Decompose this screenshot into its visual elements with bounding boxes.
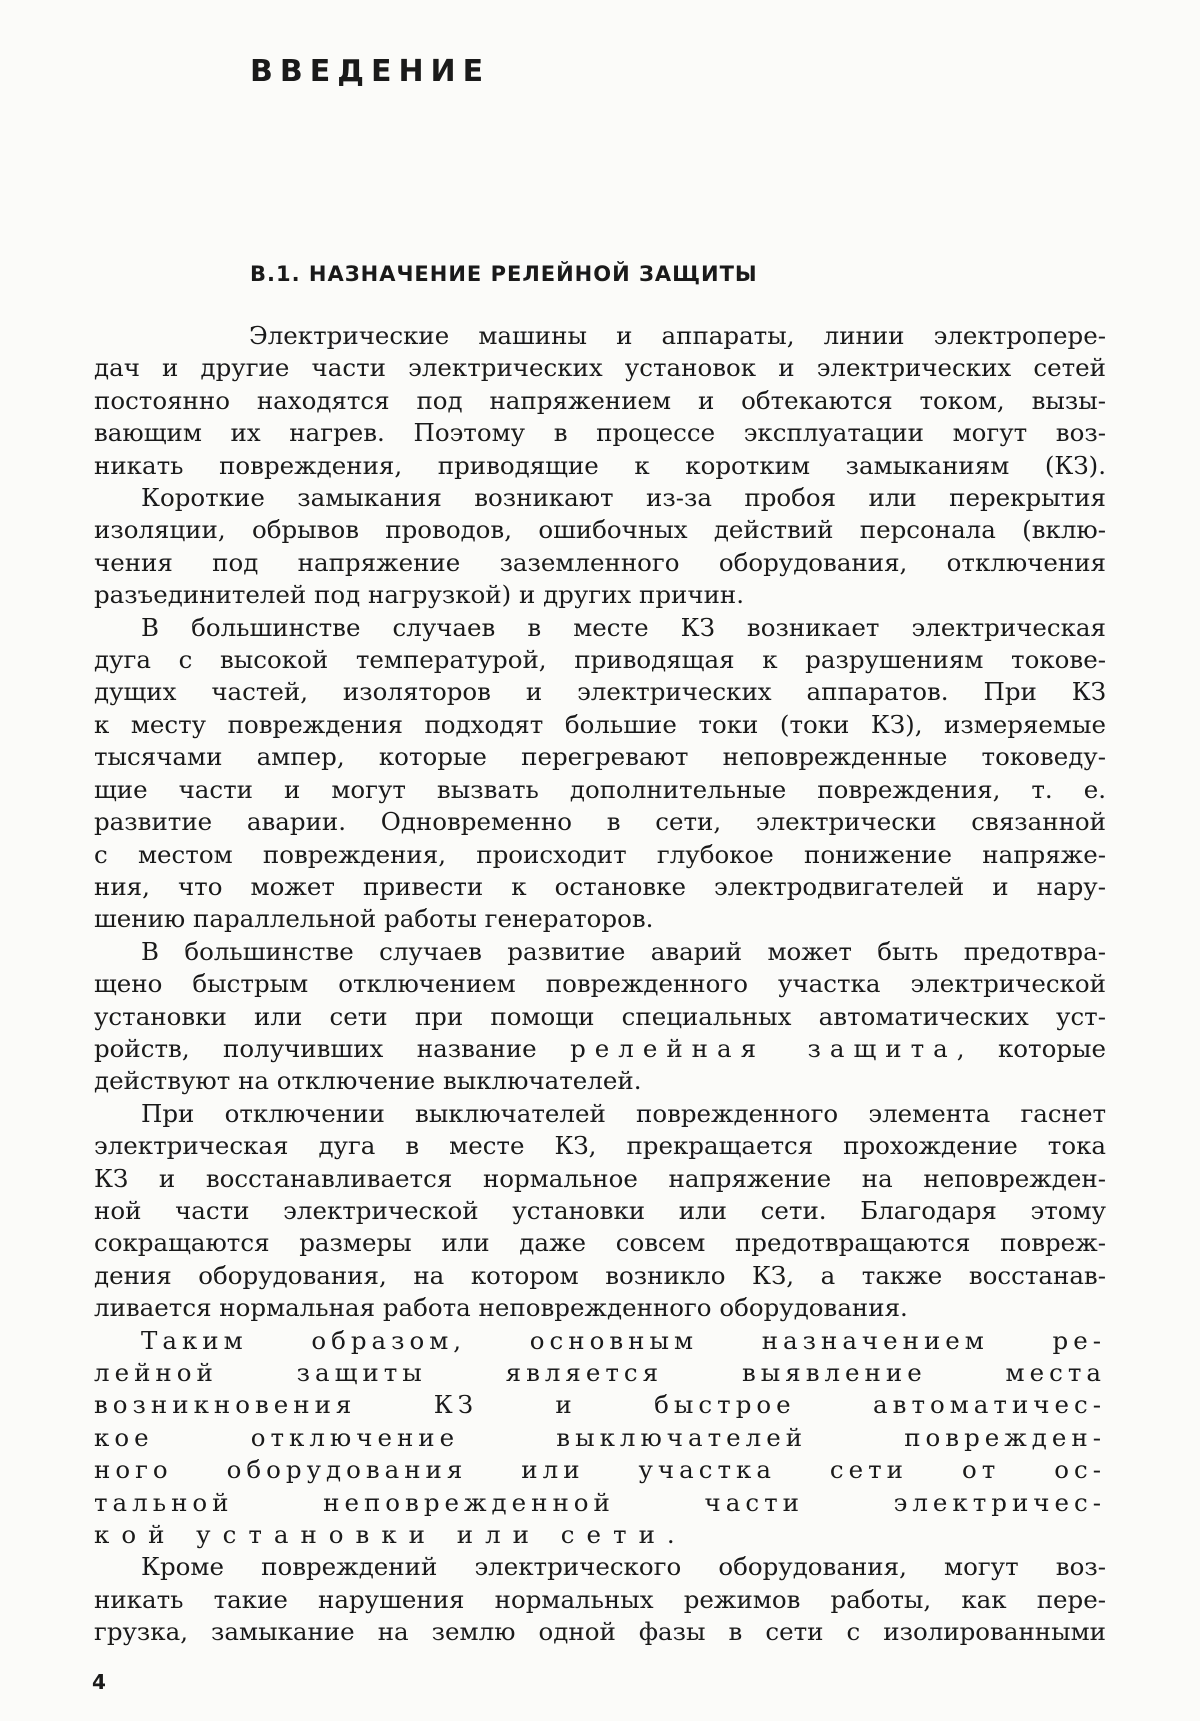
text-line: ливается нормальная работа неповрежденного оборудования. xyxy=(94,1293,908,1323)
chapter-title: ВВЕДЕНИЕ xyxy=(250,54,491,89)
section-title: В.1. НАЗНАЧЕНИЕ РЕЛЕЙНОЙ ЗАЩИТЫ xyxy=(250,262,758,286)
spaced-text-line: кой установки или сети. xyxy=(94,1520,687,1550)
text-line: Кроме повреждений электрического оборудования, могут воз- xyxy=(141,1552,1106,1582)
text-line: разъединителей под нагрузкой) и других причин. xyxy=(94,580,745,610)
text-line: щено быстрым отключением поврежденного участка электрической xyxy=(94,969,1106,999)
text-line: При отключении выключателей поврежденного элемента гаснет xyxy=(141,1098,1106,1128)
text-line: вающим их нагрев. Поэтому в процессе эксплуатации могут воз- xyxy=(94,418,1106,448)
text-line: дения оборудования, на котором возникло КЗ, а также восстанав- xyxy=(94,1260,1106,1290)
text-fragment: , которые xyxy=(956,1033,1106,1063)
text-line: дуга с высокой температурой, приводящая к разрушениям токове- xyxy=(94,645,1106,675)
text-line: ния, что может привести к остановке электродвигателей и нару- xyxy=(94,871,1106,901)
text-line: тысячами ампер, которые перегревают неповрежденные токоведу- xyxy=(94,742,1106,772)
text-line: КЗ и восстанавливается нормальное напряжение на неповрежден- xyxy=(94,1163,1106,1193)
body-text xyxy=(94,320,1106,1649)
spaced-text-line: Таким образом, основным назначением ре- xyxy=(141,1325,1106,1355)
text-line: Короткие замыкания возникают из-за пробоя или перекрытия xyxy=(141,483,1106,513)
text-line: установки или сети при помощи специальных автоматических уст- xyxy=(94,1001,1106,1031)
text-line: В большинстве случаев развитие аварий может быть предотвра- xyxy=(141,936,1106,966)
text-line: развитие аварии. Одновременно в сети, электрически связанной xyxy=(94,807,1106,837)
text-line: изоляции, обрывов проводов, ошибочных действий персонала (вклю- xyxy=(94,515,1106,545)
text-line: шению параллельной работы генераторов. xyxy=(94,904,654,934)
spaced-text-line: возникновения КЗ и быстрое автоматичес- xyxy=(94,1390,1106,1420)
text-line: чения под напряжение заземленного оборудования, отключения xyxy=(94,547,1106,577)
text-line: В большинстве случаев в месте КЗ возникает электрическая xyxy=(141,612,1106,642)
text-fragment: ройств, получивших название xyxy=(94,1033,537,1063)
spaced-text-line: кое отключение выключателей поврежден- xyxy=(94,1422,1106,1452)
text-line: электрическая дуга в месте КЗ, прекращается прохождение тока xyxy=(94,1131,1106,1161)
emphasized-term: релейная защита xyxy=(570,1033,957,1063)
text-line: грузка, замыкание на землю одной фазы в сети с изолированными xyxy=(94,1617,1106,1647)
spaced-text-line: ного оборудования или участка сети от ос- xyxy=(94,1455,1106,1485)
text-line: щие части и могут вызвать дополнительные повреждения, т. е. xyxy=(94,774,1106,804)
spaced-text-line: лейной защиты является выявление места xyxy=(94,1358,1106,1387)
text-line: действуют на отключение выключателей. xyxy=(94,1066,642,1096)
text-line: дач и другие части электрических установок и электрических сетей xyxy=(94,353,1106,383)
spaced-text-line: тальной неповрежденной части электричес- xyxy=(94,1487,1106,1517)
text-line: постоянно находятся под напряжением и обтекаются током, вызы- xyxy=(94,385,1106,415)
text-line: никать такие нарушения нормальных режимов работы, как пере- xyxy=(94,1584,1106,1614)
text-line: Электрические машины и аппараты, линии электропере- xyxy=(249,321,1106,350)
text-line: сокращаются размеры или даже совсем предотвращаются повреж- xyxy=(94,1228,1106,1258)
text-line: дущих частей, изоляторов и электрических аппаратов. При КЗ xyxy=(94,677,1106,707)
text-line-mixed xyxy=(94,1033,1106,1065)
text-line: никать повреждения, приводящие к коротким замыканиям (КЗ). xyxy=(94,450,1106,480)
text-line: к месту повреждения подходят большие токи (токи КЗ), измеряемые xyxy=(94,709,1106,739)
text-line: с местом повреждения, происходит глубокое понижение напряже- xyxy=(94,839,1106,869)
page-number: 4 xyxy=(92,1670,106,1694)
text-line: ной части электрической установки или сети. Благодаря этому xyxy=(94,1195,1106,1225)
